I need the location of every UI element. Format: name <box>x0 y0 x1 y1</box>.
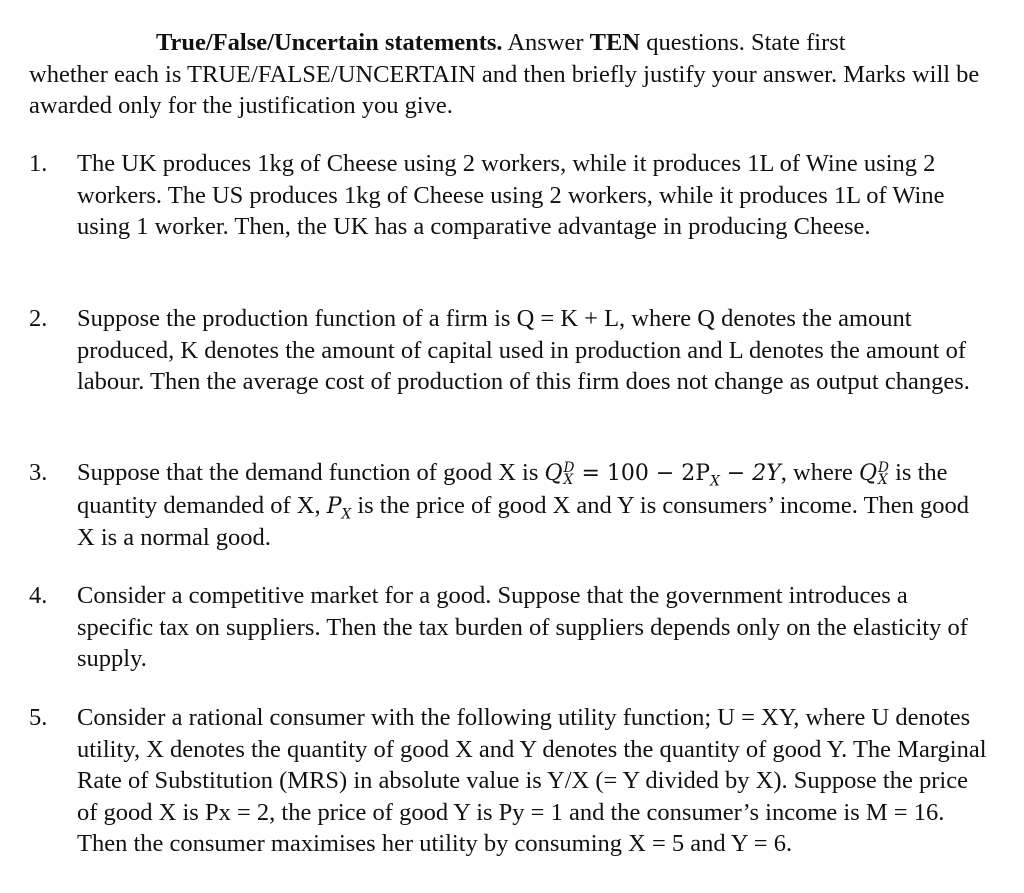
qd-sub: X <box>878 472 888 488</box>
question-text <box>77 457 989 554</box>
question-5 <box>29 702 989 860</box>
eq-rest: = 100 − 2P <box>574 461 711 486</box>
question-number: 2. <box>29 305 48 332</box>
instructions-title: True/False/Uncertain statements. <box>156 29 503 56</box>
instructions <box>29 27 989 122</box>
px-p: P <box>326 493 342 519</box>
px-sub: X <box>341 505 352 522</box>
question-3 <box>29 457 989 554</box>
question-number: 5. <box>29 704 48 731</box>
question-number: 3. <box>29 459 48 486</box>
question-text: Suppose the production function of a firm is Q = K + L, where Q denotes the amount produced, K denotes the amount of capital used in production and L denotes the amount of labour. Then the average cost of production of this firm does not change as output changes. <box>77 305 970 396</box>
question-3-mid1: , where <box>780 459 859 486</box>
question-4 <box>29 580 989 675</box>
eq-px-sub: X <box>710 473 720 490</box>
instructions-first-line <box>29 27 989 59</box>
question-2 <box>29 303 989 398</box>
question-3-post: is the price of good X and Y is consumers’ income. Then good X is a normal good. <box>77 491 970 552</box>
question-3-mid2: is the quantity demanded of X, <box>77 459 948 519</box>
eq-q: Q <box>544 461 563 486</box>
qd-q: Q <box>859 461 878 486</box>
qd-symbol <box>859 461 889 486</box>
instructions-text-a: Answer <box>502 29 590 56</box>
eq-sub: X <box>563 472 574 488</box>
question-text: Consider a rational consumer with the following utility function; U = XY, where U denotes utility, X denotes the quantity of good X and Y denotes the quantity of good Y. The Marginal Rate of Substitution (MRS) in absolute value is Y/X (= Y divided by X). Suppose the price of good X is Px = 2, the price of good Y is Py = 1 and the consumer’s income is M = 16. Then the consumer maximises her utility by consuming X = 5 and Y = 6. <box>77 704 987 858</box>
question-number: 4. <box>29 582 48 609</box>
instructions-rest: whether each is TRUE/FALSE/UNCERTAIN and then briefly justify your answer. Marks will be awarded only for the justification you give. <box>29 60 980 120</box>
qd-sup: D <box>878 459 889 476</box>
question-1 <box>29 148 989 243</box>
instructions-text-b: questions. State first <box>640 29 846 56</box>
question-number: 1. <box>29 150 48 177</box>
question-text: Consider a competitive market for a good. Suppose that the government introduces a specific tax on suppliers. Then the tax burden of suppliers depends only on the elasticity of supply. <box>77 582 968 673</box>
demand-equation <box>544 459 781 490</box>
eq-tail: − 2Y <box>719 461 781 486</box>
eq-sup: D <box>563 459 575 476</box>
instructions-ten: TEN <box>589 29 641 56</box>
question-text: The UK produces 1kg of Cheese using 2 workers, while it produces 1L of Wine using 2 workers. The US produces 1kg of Cheese using 2 workers, while it produces 1L of Wine using 1 worker. Then, the UK has a comparative advantage in producing Cheese. <box>77 150 945 241</box>
px-symbol <box>326 493 352 522</box>
question-3-pre: Suppose that the demand function of good X is <box>77 459 545 486</box>
